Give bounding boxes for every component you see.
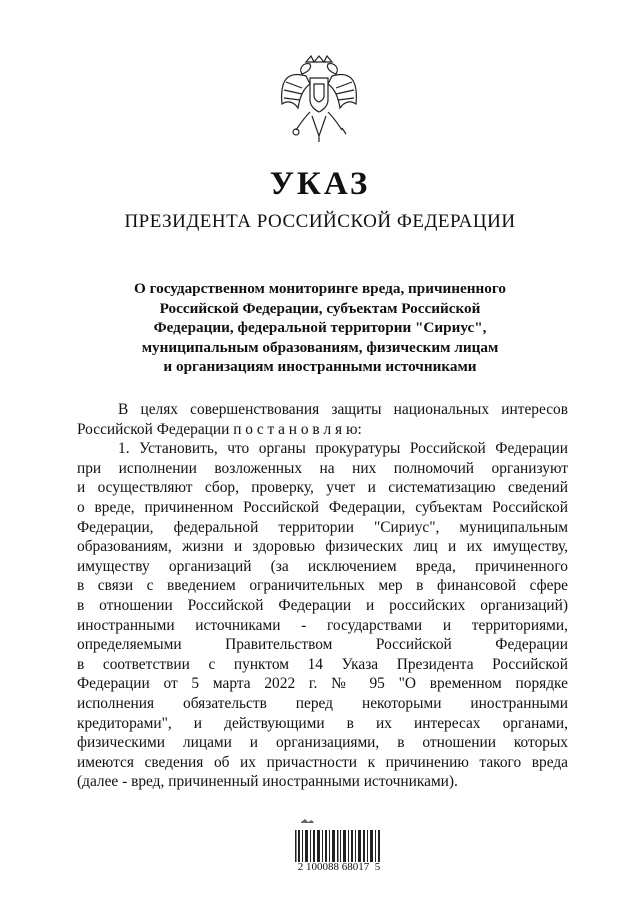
body-line: В целях совершенствования защиты национальных интересов <box>118 401 568 418</box>
decree-heading <box>80 279 560 377</box>
body-line: и осуществляют сбор, проверку, учет и систематизацию сведений <box>77 479 568 497</box>
body-line: (далее - вред, причиненный иностранными источниками). <box>77 773 458 791</box>
barcode-number: 2 100088 68017 5 <box>297 861 381 873</box>
body-line: имеются сведения об их причастности к причинению такого вреда <box>77 753 568 771</box>
body-line: имуществу организаций (за исключением вреда, причиненного <box>77 557 568 575</box>
heading-line: Федерации, федеральной территории "Сириус", <box>153 319 487 337</box>
body-line: 1. Установить, что органы прокуратуры Российской Федерации <box>118 440 568 458</box>
coat-of-arms-emblem <box>276 52 362 144</box>
body-line: Российской Федерации п о с т а н о в л я ю: <box>77 420 362 438</box>
heading-line: О государственном мониторинге вреда, причиненного <box>133 280 506 297</box>
decree-body <box>77 400 568 792</box>
heading-line: Российской Федерации, субъектам Российской <box>159 299 481 317</box>
body-line: физическими лицами и организациями, в отношении которых <box>77 734 568 752</box>
body-line: в связи с введением ограничительных мер в финансовой сфере <box>77 577 568 595</box>
heading-line: муниципальным образованиям, физическим лицам <box>141 338 499 356</box>
body-line: иностранными источниками - государствами и территориями, <box>77 616 568 634</box>
document-title: УКАЗ <box>269 166 371 202</box>
barcode <box>293 818 387 884</box>
body-line: при исполнении возложенных на них полномочий организуют <box>77 459 568 477</box>
body-line: кредиторами", и действующими в их интересах органами, <box>77 714 568 732</box>
body-line: в соответствии с пунктом 14 Указа Президента Российской <box>77 655 568 673</box>
document-subtitle: ПРЕЗИДЕНТА РОССИЙСКОЙ ФЕДЕРАЦИИ <box>124 211 516 232</box>
body-line: образованиям, жизни и здоровью физических лиц и их имуществу, <box>77 538 568 556</box>
body-line: о вреде, причиненном Российской Федерации, субъектам Российской <box>77 498 568 516</box>
heading-line: и организациям иностранными источниками <box>163 358 477 376</box>
body-line: Федерации, федеральной территории "Сириус", муниципальным <box>77 518 568 536</box>
body-line: Федерации от 5 марта 2022 г. № 95 "О временном порядке <box>77 675 568 693</box>
body-line: в отношении Российской Федерации и российских организаций) <box>77 596 568 614</box>
body-line: исполнения обязательств перед некоторыми иностранными <box>77 694 568 712</box>
body-line: определяемыми Правительством Российской Федерации <box>77 636 568 654</box>
